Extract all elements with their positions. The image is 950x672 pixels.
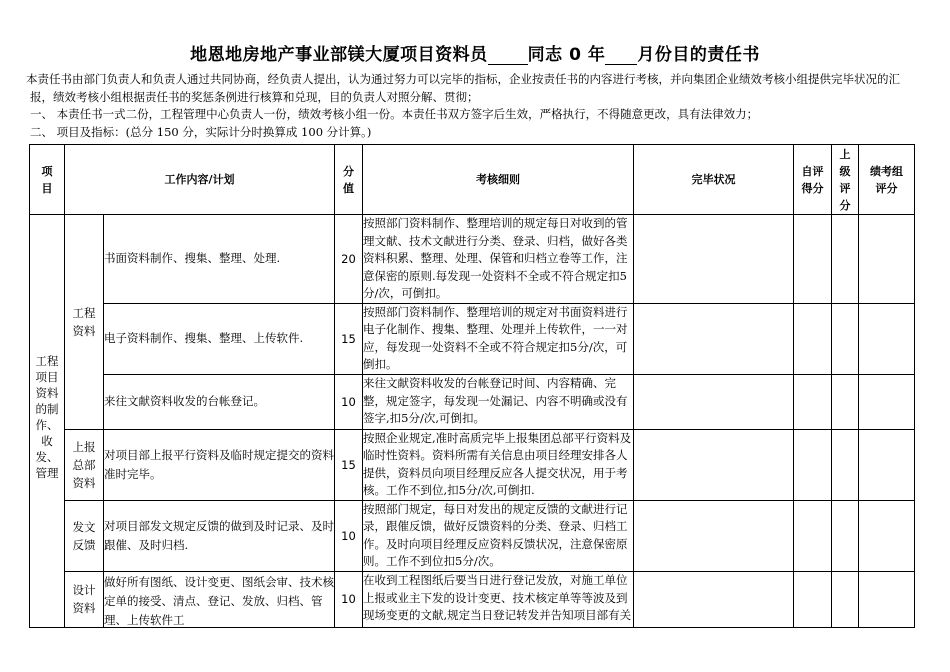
work-content-cell: 做好所有图纸、设计变更、图纸会审、技术核定单的接受、清点、登记、发放、归档、管理、上传软件工 [104,571,335,627]
superior-score-cell[interactable] [832,374,859,429]
detail-cell: 按照企业规定,准时高质完毕上报集团总部平行资料及临时性资料。资料所需有关信息由项目经理安排各人提供，资料员向项目经理反应各人提交状况，用于考核。工作不到位,扣5分/次,可倒扣. [363,429,634,500]
status-cell[interactable] [634,429,794,500]
status-cell[interactable] [634,374,794,429]
score-cell: 10 [335,500,363,571]
perf-score-cell[interactable] [859,303,915,374]
perf-score-cell[interactable] [859,215,915,304]
detail-cell: 按照部门规定，每日对发出的规定反馈的文献进行记录，跟催反馈，做好反馈资料的分类、登录、归档工作。及时向项目经理反应资料反馈状况，注意保密原则。工作不到位扣5分/次。 [363,500,634,571]
header-project: 项目 [30,145,65,215]
self-score-cell[interactable] [794,374,832,429]
header-assessment-detail: 考核细则 [363,145,634,215]
status-cell[interactable] [634,303,794,374]
work-content-cell: 对项目部上报平行资料及临时规定提交的资料准时完毕。 [104,429,335,500]
table-row [30,303,915,374]
status-cell[interactable] [634,500,794,571]
perf-score-cell[interactable] [859,374,915,429]
self-score-cell[interactable] [794,215,832,304]
header-perf-group-score: 绩考组评分 [859,145,915,215]
status-cell[interactable] [634,215,794,304]
intro-paragraph: 本责任书由部门负责人和负责人通过共同协商，经负责人提出，认为通过努力可以完毕的指标，企业按责任书的内容进行考核，并向集团企业绩效考核小组提供完毕状况的汇报，绩效考核小组根据责任书的奖惩条例进行核算和兑现，目的负责人对照分解、贯彻； [26,72,900,104]
name-blank [488,48,528,65]
perf-score-cell[interactable] [859,429,915,500]
header-self-score: 自评得分 [794,145,832,215]
header-work-content: 工作内容/计划 [65,145,335,215]
superior-score-cell[interactable] [832,500,859,571]
header-completion-status: 完毕状况 [634,145,794,215]
superior-score-cell[interactable] [832,303,859,374]
work-content-cell: 电子资料制作、搜集、整理、上传软件. [104,303,335,374]
sub-category-cell: 上报总部资料 [65,429,104,500]
detail-cell: 来往文献资料收发的台帐登记时间、内容精确、完整，规定签字，每发现一处漏记、内容不明确或没有签字,扣5分/次,可倒扣。 [363,374,634,429]
intro-item-2: 二、 项目及指标：(总分 150 分，实际计分时换算成 100 分计算。) [30,124,372,139]
superior-score-cell[interactable] [832,429,859,500]
score-cell: 10 [335,374,363,429]
detail-cell: 按照部门资料制作、整理培训的规定每日对收到的管理文献、技术文献进行分类、登录、归档，做好各类资料积累、整理、处理、保管和归档立卷等工作，注意保密的原则.每发现一处资料不全或不符合规定扣5分/次，可倒扣。 [363,215,634,304]
category-cell: 工程项目资料的制作、收发、管理 [30,215,65,628]
intro-block [26,71,920,141]
score-cell: 15 [335,303,363,374]
superior-score-cell[interactable] [832,215,859,304]
detail-cell: 在收到工程图纸后要当日进行登记发放，对施工单位上报或业主下发的设计变更、技术核定单等等波及到现场变更的文献,规定当日登记转发并告知项目部有关 [363,571,634,627]
title-part-1: 地恩地房地产事业部镁大厦项目资料员 [190,45,488,65]
self-score-cell[interactable] [794,500,832,571]
table-row [30,500,915,571]
month-blank [605,48,637,65]
table-header-row [30,145,915,215]
detail-cell: 按照部门资料制作、整理培训的规定对书面资料进行电子化制作、搜集、整理、处理并上传软件，一一对应，每发现一处资料不全或不符合规定扣5分/次，可倒扣。 [363,303,634,374]
work-content-cell: 来往文献资料收发的台帐登记。 [104,374,335,429]
table-row [30,429,915,500]
score-cell: 15 [335,429,363,500]
intro-item-1: 一、 本责任书一式二份，工程管理中心负责人一份，绩效考核小组一份。本责任书双方签字后生效，严格执行，不得随意更改，具有法律效力； [30,107,759,122]
header-score: 分值 [335,145,363,215]
title-part-2: 同志 0 年 [527,45,606,65]
self-score-cell[interactable] [794,303,832,374]
table-row [30,215,915,304]
work-content-cell: 书面资料制作、搜集、整理、处理. [104,215,335,304]
responsibility-table [29,144,915,628]
score-cell: 20 [335,215,363,304]
header-superior-score: 上级评分 [832,145,859,215]
work-content-cell: 对项目部发文规定反馈的做到及时记录、及时跟催、及时归档. [104,500,335,571]
self-score-cell[interactable] [794,429,832,500]
sub-category-cell: 发文反馈 [65,500,104,571]
perf-score-cell[interactable] [859,500,915,571]
table-row [30,571,915,627]
document-title [0,40,950,65]
table-row [30,374,915,429]
sub-category-cell: 设计资料 [65,571,104,627]
self-score-cell[interactable] [794,571,832,627]
status-cell[interactable] [634,571,794,627]
perf-score-cell[interactable] [859,571,915,627]
title-part-3: 月份目的责任书 [637,45,760,65]
sub-category-engineering: 工程资料 [65,215,104,430]
score-cell: 10 [335,571,363,627]
superior-score-cell[interactable] [832,571,859,627]
